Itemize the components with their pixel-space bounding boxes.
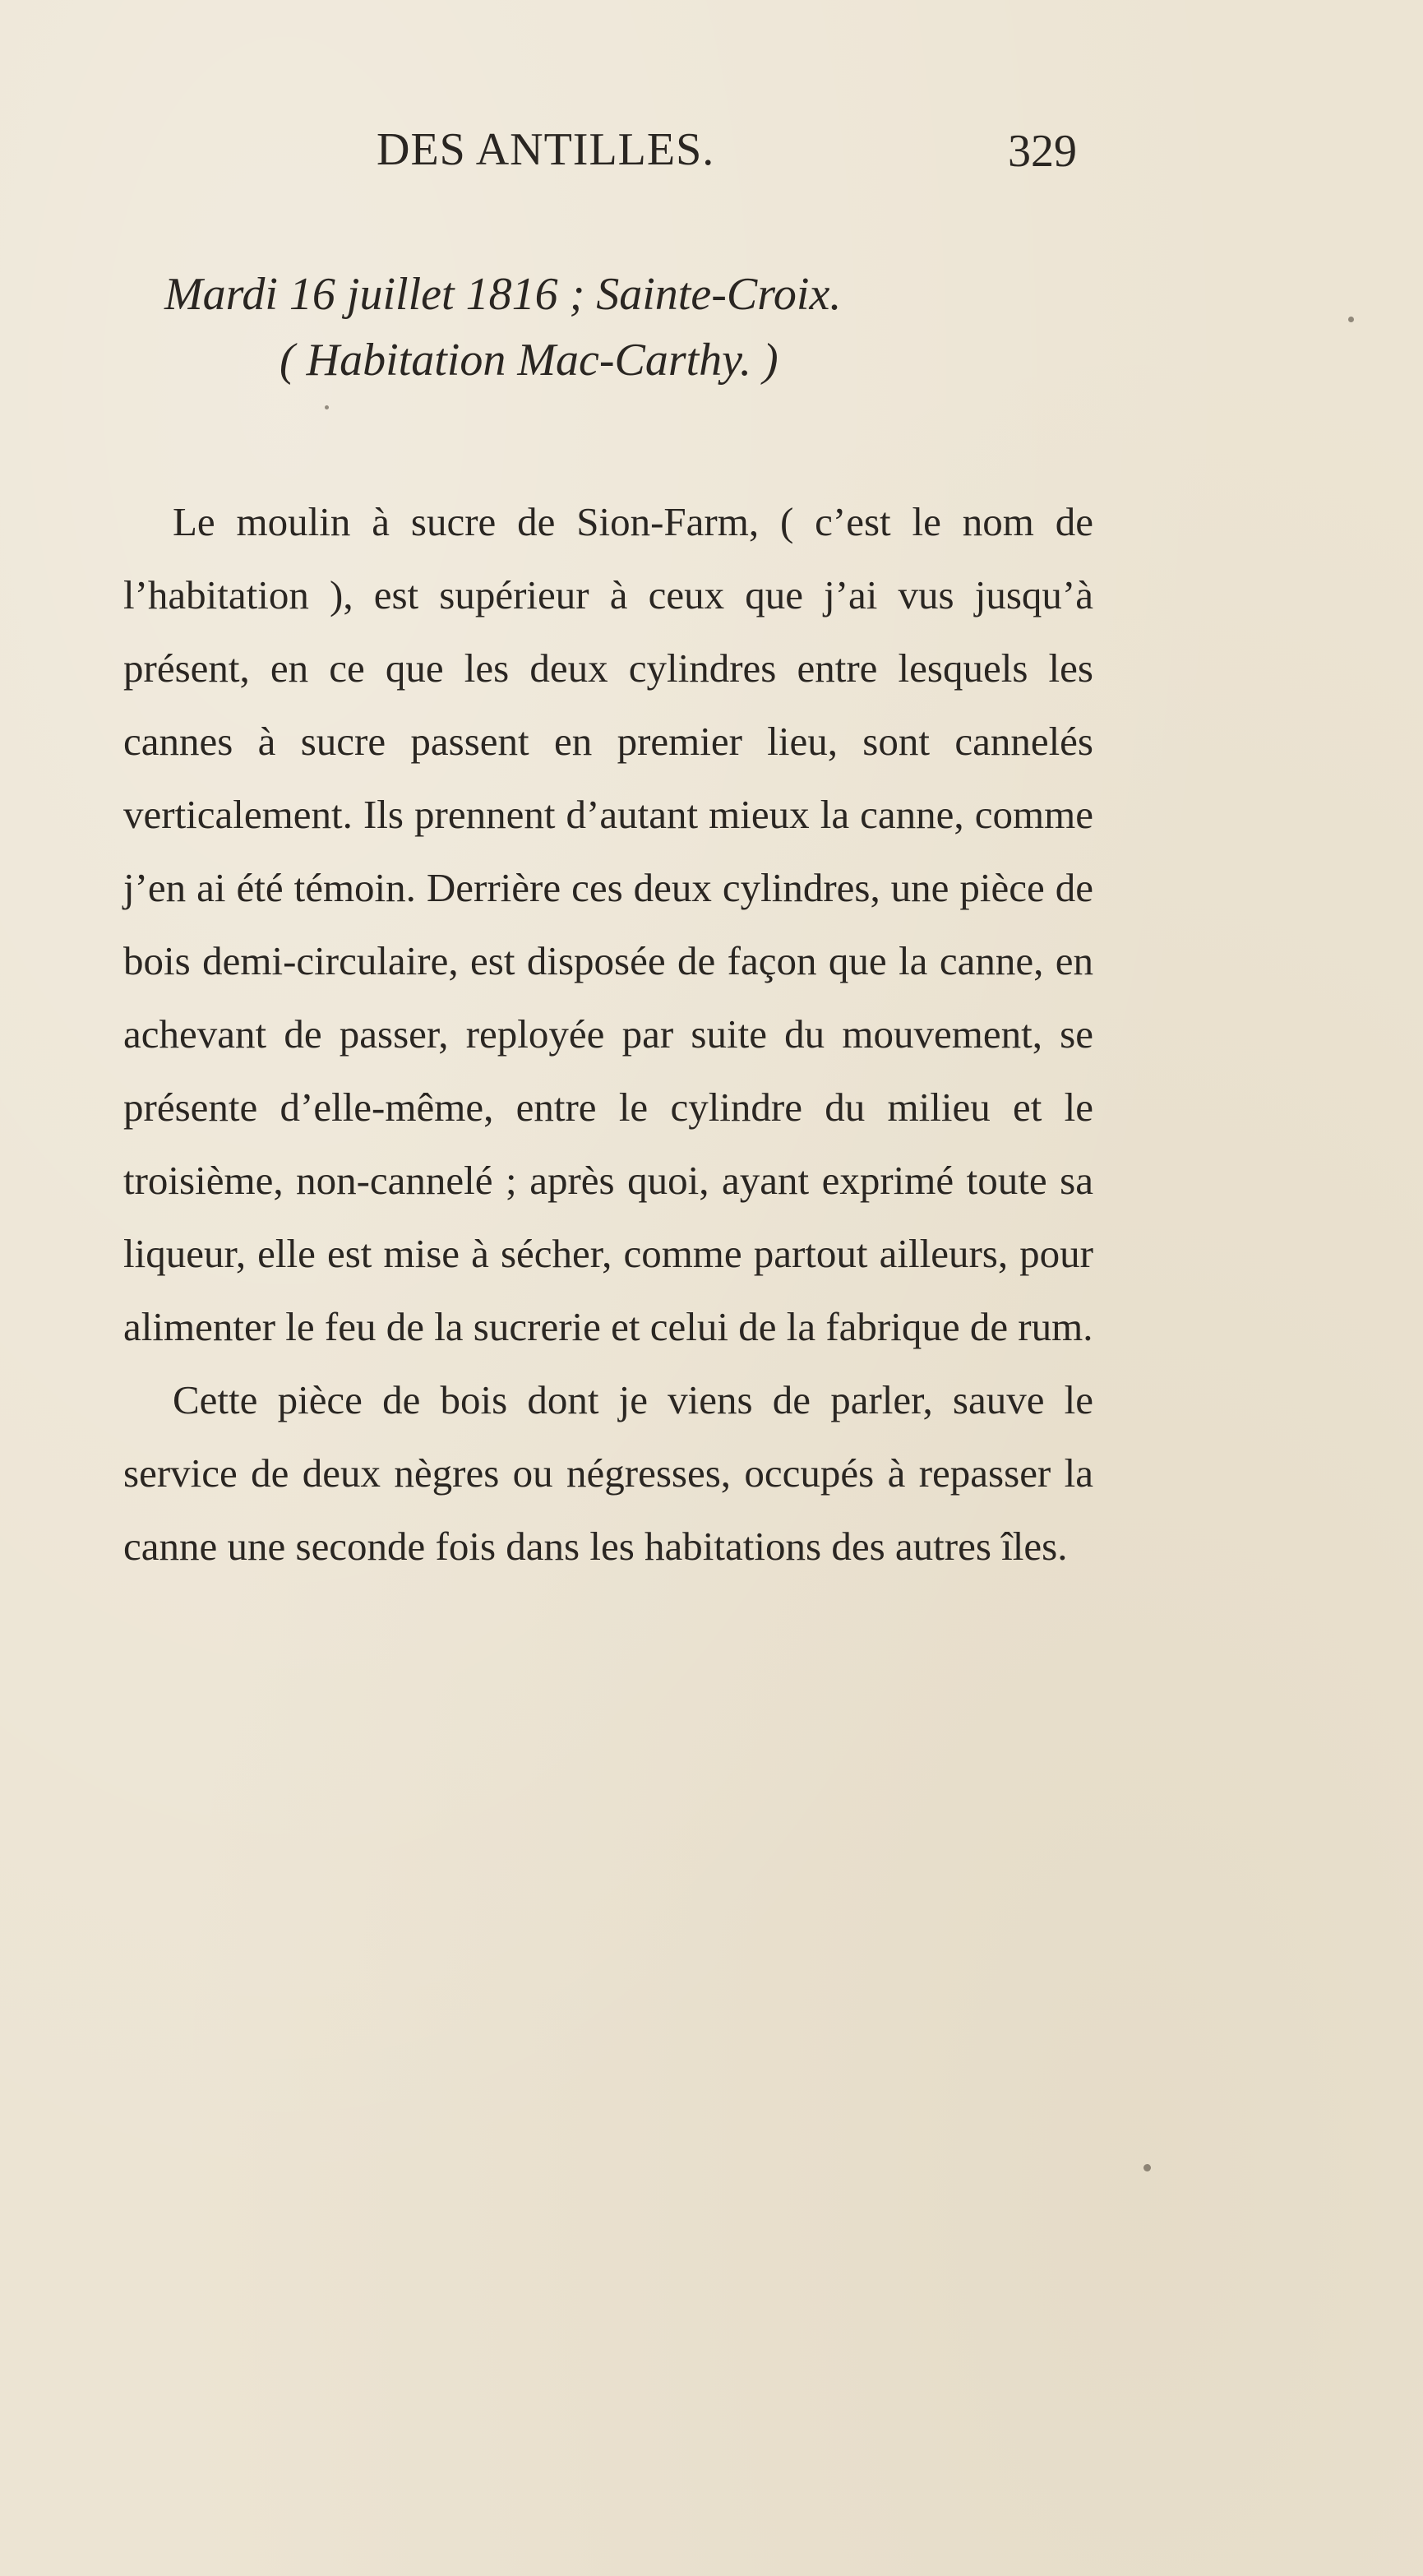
body-text xyxy=(123,485,1093,1583)
paragraph: Cette pièce de bois dont je viens de parler, sauve le service de deux nègres ou négresses, occupés à repasser la canne une seconde fois dans les habitations des autres îles. xyxy=(123,1377,1093,1569)
page-header xyxy=(123,123,1077,189)
page-number: 329 xyxy=(1008,126,1077,177)
dateline xyxy=(164,261,1069,393)
dateline-habitation: ( Habitation Mac-Carthy. ) xyxy=(280,335,778,386)
paragraph: Le moulin à sucre de Sion-Farm, ( c’est le nom de l’habitation ), est supérieur à ceux que j’ai vus jusqu’à présent, en ce que les deux cylindres entre lesquels les cannes à sucre passent en premier lieu, sont cannelés verticalement. Ils prennent d’autant mieux la canne, comme j’en ai été témoin. Derrière ces deux cylindres, une pièce de bois demi-circulaire, est disposée de façon que la canne, en achevant de passer, reployée par suite du mouvement, se présente d’elle-même, entre le cylindre du milieu et le troisième, non-cannelé ; après quoi, ayant exprimé toute sa liqueur, elle est mise à sécher, comme partout ailleurs, pour alimenter le feu de la sucrerie et celui de la fabrique de rum. xyxy=(123,499,1093,1349)
paper-speck xyxy=(1348,317,1354,322)
paper-speck xyxy=(1143,2164,1151,2171)
paper-speck xyxy=(325,405,329,409)
dateline-date-place: Mardi 16 juillet 1816 ; Sainte-Croix. xyxy=(164,269,842,320)
running-head: DES ANTILLES. xyxy=(377,124,715,175)
